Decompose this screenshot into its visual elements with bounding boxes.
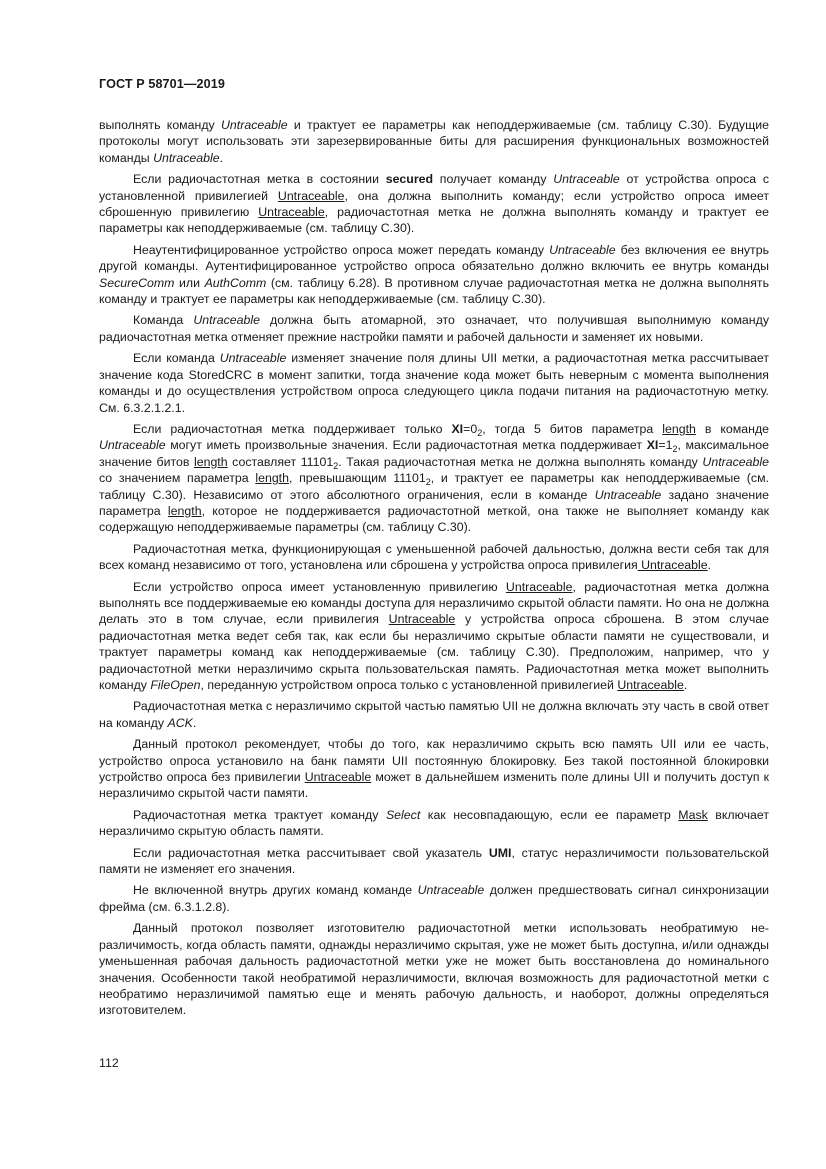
- paragraph: Если радиочастотная метка рассчитывает свой указатель UMI, статус неразличимости пользовательской памяти не изменяет его значения.: [99, 845, 770, 877]
- paragraph: Команда Untraceable должна быть атомарной, это означает, что получившая выполнимую команду радиочастотная метка отменяет прежние настройки памяти и рабочей дальности и заменяет их новыми.: [99, 313, 769, 344]
- paragraph: Если команда Untraceable изменяет значение поля длины UII метки, а радиочастотная метка рассчитывает значение кода StoredCRC в момент запитки, тогда значение кода может быть неверным с момента выполнения команды и до осуществления устройством опроса следующего цикла подачи питания на радиочастотную метку. См. 6.3.2.1.2.1.: [99, 351, 769, 415]
- paragraph: Если радиочастотная метка в состоянии secured получает команду Untraceable от устройства опроса с установленной привилегией Untraceable, она должна выполнить команду; если устройство опроса имеет сброшенную привилегию Untraceable, радиочастотная метка не должна выполнять команду и трактует ее параметры как неподдерживаемые (см. таблицу С.30).: [99, 172, 770, 236]
- paragraph: Неаутентифицированное устройство опроса может передать команду Untraceable без включения ее внутрь другой команды. Аутентифицированное устройство опроса обязательно должно включить ее внутрь команды SecureComm или AuthComm (см. таблицу 6.28). В противном случае радиочастотная метка не должна выполнять команду и трактует ее параметры как неподдерживаемые (см. таблицу С.30).: [99, 242, 770, 307]
- paragraph: Данный протокол позволяет изготовителю радиочастотной метки использовать необратимую неразличимость, когда область памяти, однажды неразличимо скрытая, уже не может быть доступна, и/или однажды уменьшенная рабочая дальность радиочастотной метки уже не может быть восстановлена до номинального значения. Особенности такой необратимой неразличимости, включая возможность для радиочастотной метки с необратимо неразличимой памятью еще и менять рабочую дальность, и наоборот, должны определяться изготовителем.: [99, 921, 769, 1018]
- paragraph: Не включенной внутрь других команд команде Untraceable должен предшествовать сигнал синхронизации фрейма (см. 6.3.1.2.8).: [99, 883, 769, 914]
- paragraph: Данный протокол рекомендует, чтобы до того, как неразличимо скрыть всю память UII или ее часть, устройство опроса установило на банк памяти UII постоянную блокировку. Без такой постоянной блокировки устройство опроса без привилегии Untraceable может в дальнейшем изменить поле длины UII и получить доступ к неразличимо скрытой части памяти.: [99, 737, 769, 801]
- paragraph: Радиочастотная метка с неразличимо скрытой частью памятью UII не должна включать эту часть в свой ответ на команду ACK.: [99, 699, 769, 730]
- document-body: [99, 117, 769, 1019]
- page-number: 112: [99, 1056, 119, 1070]
- page-header-doc-id: ГОСТ Р 58701—2019: [99, 77, 225, 91]
- paragraph: Радиочастотная метка трактует команду Select как несовпадающую, если ее параметр Mask включает неразличимо скрытую область памяти.: [99, 807, 769, 839]
- paragraph: Радиочастотная метка, функционирующая с уменьшенной рабочей дальностью, должна вести себя так для всех команд независимо от того, установлена или сброшена у устройства опроса привилегия Untraceable.: [99, 541, 769, 573]
- paragraph: Если устройство опроса имеет установленную привилегию Untraceable, радиочастотная метка должна выполнять все поддерживаемые ею команды доступа для неразличимо скрытой области памяти. Но она не должна делать это в том случае, если привилегия Untraceable у устройства опроса сброшена. В этом случае радиочастотная метка ведет себя так, как если бы неразличимо скрытые области памяти не существовали, и трактует параметры команд как неподдерживаемые (см. таблицу С.30). Предположим, например, что у радиочастотной метки неразличимо скрыта пользовательская память. Радиочастотная метка может выполнить команду FileOpen, переданную устройством опроса только с установленной привилегией Untraceable.: [99, 579, 769, 692]
- paragraph: выполнять команду Untraceable и трактует ее параметры как неподдерживаемые (см. таблицу С.30). Будущие протоколы могут использовать эти зарезервированные биты для расширения функциональных возможностей команды Untraceable.: [99, 118, 769, 165]
- paragraph: Если радиочастотная метка поддерживает только $XI=0_2$, тогда 5 битов параметра length в команде Untraceable могут иметь произвольные значения. Если радиочастотная метка поддерживает $XI=1_2$, максимальное значение битов length составляет $11101_2$. Такая радиочастотная метка не должна выполнять команду Untraceable со значением параметра length, превышающим $11101_2$, и трактует ее параметры как неподдерживаемые (см. таблицу С.30). Независимо от этого абсолютного ограничения, если в команде Untraceable задано значение параметра length, которое не поддерживается радиочастотной меткой, она также не выполняет команду как содержащую неподдерживаемые параметры (см. таблицу С.30).: [99, 421, 770, 535]
